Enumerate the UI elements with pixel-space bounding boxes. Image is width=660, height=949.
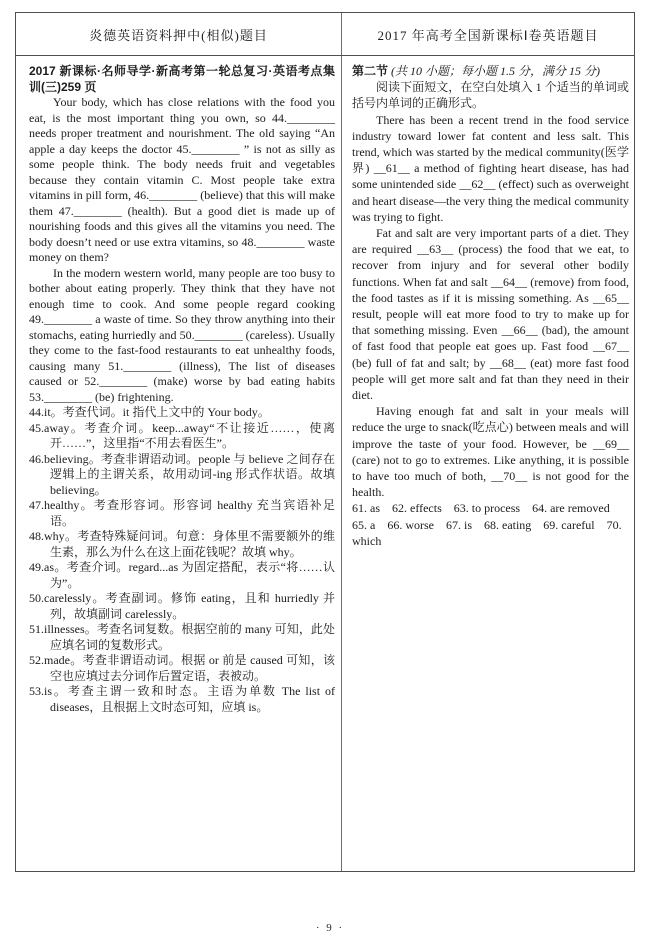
section-instructions: 阅读下面短文，在空白处填入 1 个适当的单词或括号内单词的正确形式。 [352,80,629,111]
table-content-row [16,56,634,871]
source-title: 2017 新课标·名师导学·新高考第一轮总复习·英语考点集训(三)259 页 [29,64,335,94]
comparison-table [15,12,635,872]
table-header-row [16,13,634,56]
answer-explanation-50: 50.carelessly。考查副词。修饰 eating，且和 hurriedly 并列，故填副词 carelessly。 [29,591,335,621]
header-yande-materials: 炎德英语资料押中(相似)题目 [16,13,342,55]
header-2017-gaokao-paper: 2017 年高考全国新课标Ⅰ卷英语题目 [377,27,599,43]
answer-explanation-52: 52.made。考查非谓语动词。根据 or 前是 caused 可知，该空也应填过去分词作后置定语，表被动。 [29,653,335,683]
column-yande-material [16,56,342,871]
section-label: 第二节 [352,64,389,78]
passage-paragraph-1: Your body, which has close relations with the food you eat, is the most important thing you own, so 44.________ needs proper treatment and nourishment. The old saying “An apple a day keeps the doctor 45.________ ” is not as silly as some people think. The body needs fruit and vegetables because they contain vitamin C. Most people take extra vitamins in pill form, 46.________ (believe) that this will make them 47.________ (health). But a good diet is made up of nourishing foods and this gives all the vitamins you need. The body doesn’t need or use extra vitamins, so 48.________ waste money on them? [29,95,335,264]
answer-explanation-45: 45.away。考查介词。keep...away“不让接近……，使离开……”，这里指“不用去看医生”。 [29,420,335,450]
answer-explanation-48: 48.why。考查特殊疑问词。句意：身体里不需要额外的维生素，那么为什么在这上面花钱呢？故填 why。 [29,529,335,559]
answer-explanation-49: 49.as。考查介词。regard...as 为固定搭配，表示“将……认为”。 [29,560,335,590]
page-number: · 9 · [315,922,345,934]
answer-explanation-47: 47.healthy。考查形容词。形容词 healthy 充当宾语补足语。 [29,498,335,528]
section-heading [352,63,629,79]
answer-explanation-44: 44.it。考查代词。it 指代上文中的 Your body。 [29,405,270,419]
column-gaokao-paper [342,56,634,871]
passage-paragraph-2: In the modern western world, many people are too busy to bother about eating properly. They think that they have not enough time to cook. And some people regard cooking 49.________ a waste of time. So they throw anything into their stomachs, eating hurriedly and 50.________ (careless). Usually they come to the fast-food restaurants to eat unhealthy foods, causing many 51.________ (illness), The list of diseases caused or 52.________ (make) worse by bad eating habits 53.________ (be) frightening. [29,265,335,404]
cloze-paragraph-3: Having enough fat and salt in your meals will reduce the urge to snack(吃点心) between meals and will improve the taste of your food. However, be __69__ (care) not to go to extremes. Like anything, it is possible to have too much of both, __70__ is not good for the health. [352,404,629,500]
answer-explanation-51: 51.illnesses。考查名词复数。根据空前的 many 可知，此处应填名词的复数形式。 [29,622,335,652]
section-score-note: (共 10 小题；每小题 1.5 分，满分 15 分) [391,64,601,78]
answer-explanation-46: 46.believing。考查非谓语动词。people 与 believe 之间存在逻辑上的主谓关系，故用动词-ing 形式作状语。故填 believing。 [29,451,335,497]
answer-key-line: 61. as 62. effects 63. to process 64. are removed 65. a 66. worse 67. is 68. eating 69. careful 70. which [352,501,622,548]
answer-explanation-53: 53.is。考查主谓一致和时态。主语为单数 The list of diseases，且根据上文时态可知，应填 is。 [29,684,335,714]
answer-explanations [29,405,335,715]
cloze-paragraph-2: Fat and salt are very important parts of a diet. They are required __63__ (process) the food that we eat, to recover from injury and for several other bodily functions. When fat and salt __64__ (remove) from food, the food tastes as if it is missing something. As __65__ result, people will eat more food to try to make up for that something missing. Even __66__ (bad), the amount of fast food that people eat goes up. Fast food __67__ (be) full of fat and salt; by __68__ (eat) more fast food people will get more salt and fat than they need in their diet. [352,226,629,403]
cloze-paragraph-1: There has been a recent trend in the food service industry toward lower fat content and less salt. This trend, which was started by the medical community(医学界) __61__ a method of fighting heart disease, has had some unintended side __62__ (effect) such as overweight and heart disease—the very thing the medical community was trying to fight. [352,112,629,224]
